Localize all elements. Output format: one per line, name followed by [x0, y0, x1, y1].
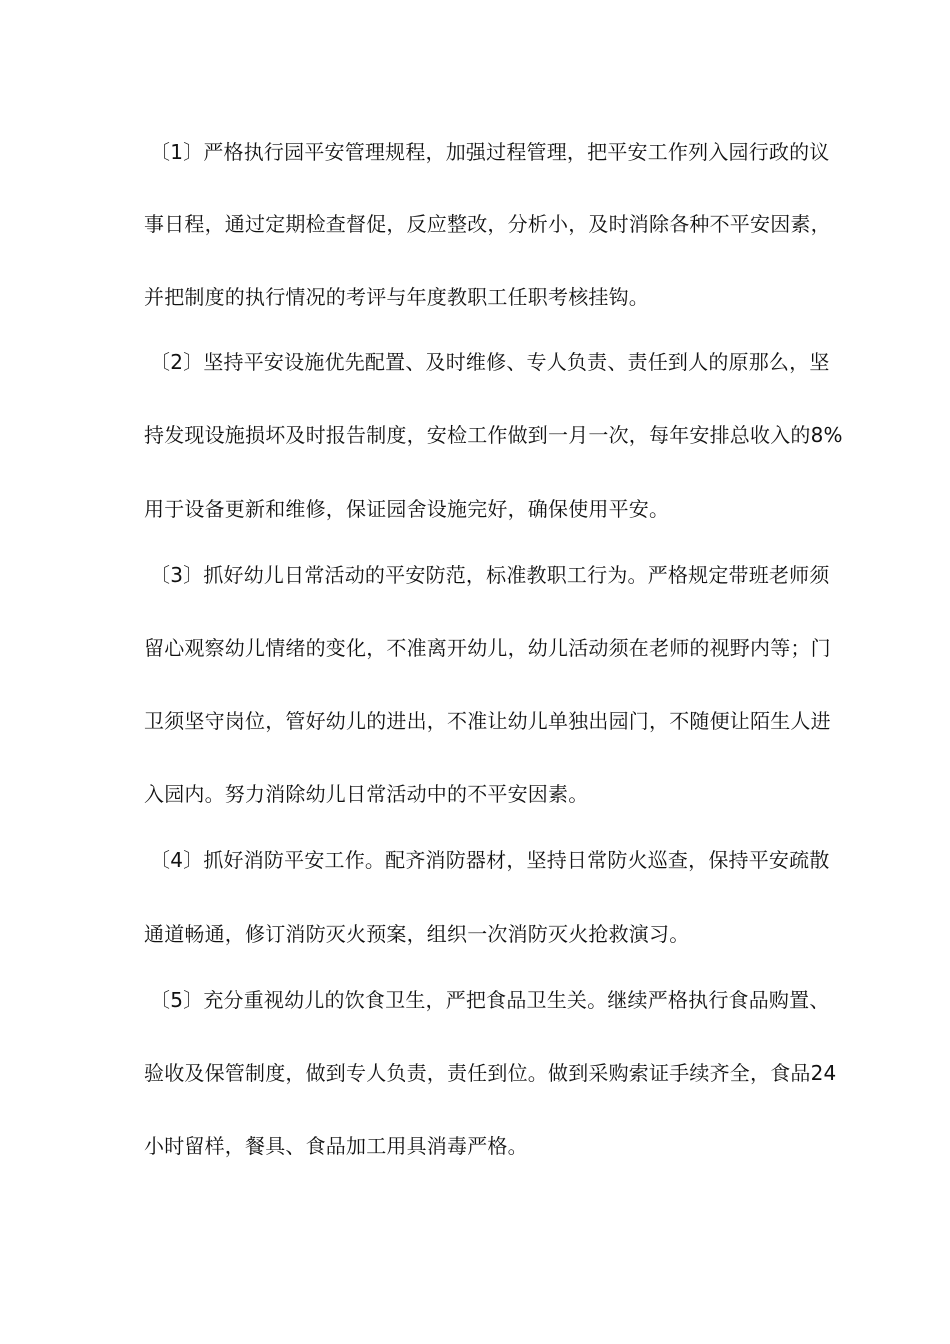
- paragraph-2-line-1: 〔2〕坚持平安设施优先配置、及时维修、专人负责、责任到人的原那么，坚: [150, 350, 830, 374]
- paragraph-1-line-3: 并把制度的执行情况的考评与年度教职工任职考核挂钩。: [144, 285, 649, 309]
- paragraph-1-line-1: 〔1〕严格执行园平安管理规程，加强过程管理，把平安工作列入园行政的议: [150, 140, 830, 164]
- paragraph-1-line-2: 事日程，通过定期检查督促，反应整改，分析小，及时消除各种不平安因素，: [144, 212, 831, 236]
- paragraph-2-line-3: 用于设备更新和维修，保证园舍设施完好，确保使用平安。: [144, 497, 670, 521]
- paragraph-3-line-3: 卫须坚守岗位，管好幼儿的进出，不准让幼儿单独出园门，不随便让陌生人进: [144, 709, 831, 733]
- paragraph-5-line-1: 〔5〕充分重视幼儿的饮食卫生，严把食品卫生关。继续严格执行食品购置、: [150, 988, 830, 1012]
- paragraph-3-line-4: 入园内。努力消除幼儿日常活动中的不平安因素。: [144, 782, 589, 806]
- paragraph-4-line-1: 〔4〕抓好消防平安工作。配齐消防器材，坚持日常防火巡查，保持平安疏散: [150, 848, 830, 872]
- paragraph-3-line-1: 〔3〕抓好幼儿日常活动的平安防范，标准教职工行为。严格规定带班老师须: [150, 563, 830, 587]
- paragraph-5-line-3: 小时留样，餐具、食品加工用具消毒严格。: [144, 1134, 528, 1158]
- paragraph-2-line-2: 持发现设施损坏及时报告制度，安检工作做到一月一次，每年安排总收入的8%: [144, 423, 843, 447]
- paragraph-3-line-2: 留心观察幼儿情绪的变化，不准离开幼儿，幼儿活动须在老师的视野内等；门: [144, 636, 831, 660]
- paragraph-4-line-2: 通道畅通，修订消防灭火预案，组织一次消防灭火抢救演习。: [144, 922, 690, 946]
- paragraph-5-line-2: 验收及保管制度，做到专人负责，责任到位。做到采购索证手续齐全，食品24: [144, 1061, 837, 1085]
